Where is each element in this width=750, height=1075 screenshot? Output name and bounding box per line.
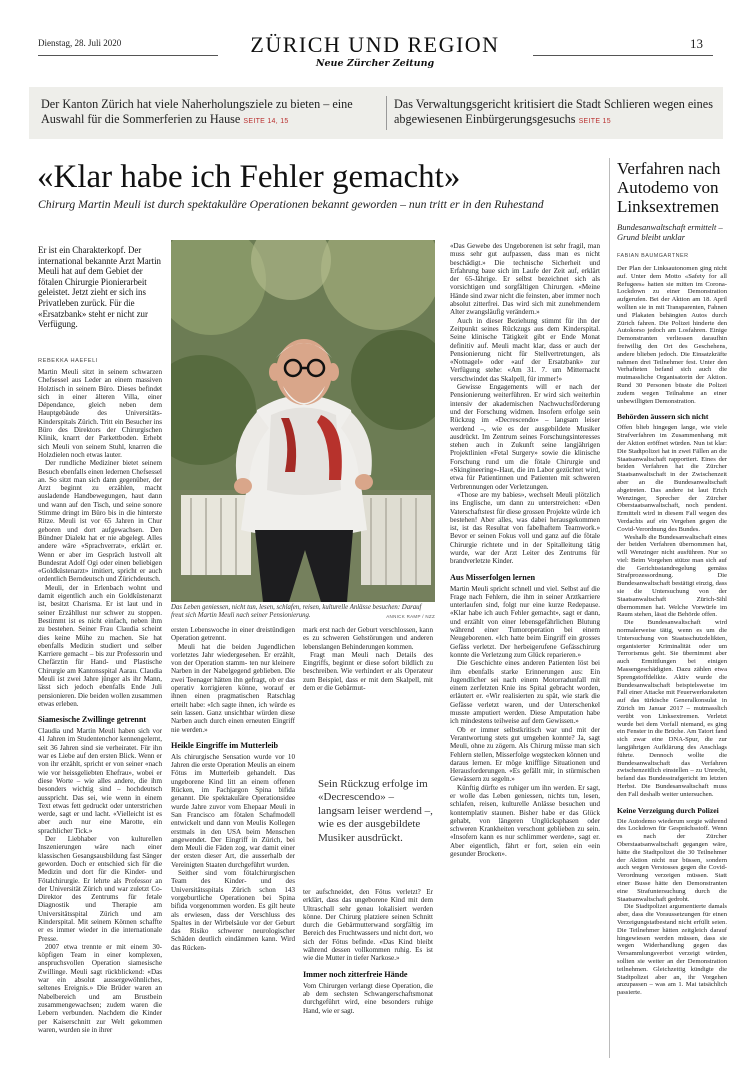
issue-date: Dienstag, 28. Juli 2020 bbox=[38, 38, 122, 48]
subheading: Immer noch zitterfreie Hände bbox=[303, 969, 408, 979]
paragraph: Ob er immer selbstkritisch war und mit der Verantwortung stets gut umgehen konnte? Ja, sagt Meuli, ohne zu zögern. Als Chirurg müsse man sich Fehlern stellen, Misserfolge wegstecken können und daraus lernen. Er möge knifflige Situationen und Herausforderungen. «Es gefällt mir, in stürmischen Gewässern zu segeln.» bbox=[450, 725, 600, 784]
main-headline: «Klar habe ich Fehler gemacht» bbox=[37, 159, 461, 195]
paragraph: Auch in dieser Beziehung stimmt für ihn der Zeitpunkt seines Rückzugs aus dem Kinderspital. Seine klinische Tätigkeit gibt er Ende Monat definitiv auf. Meuli macht klar, dass er auch der Pensionierung nicht für Stellvertretungen, als «Notnagel» oder «auf der Ersatzbank» zur Verfügung stehe: «Am 31. 7. um Mitternacht verschwindet das Skalpell, für immer!» bbox=[450, 316, 600, 383]
teaser-bar bbox=[29, 87, 723, 139]
subheading: Behörden äussern sich nicht bbox=[617, 412, 709, 422]
article-column-2 bbox=[171, 626, 295, 1056]
section-title: ZÜRICH UND REGION bbox=[250, 32, 500, 57]
subheading: Keine Verzeigung durch Polizei bbox=[617, 805, 719, 815]
paragraph: Martin Meuli spricht schnell und viel. Selbst auf die Frage nach Fehlern, die ihm in seiner Arztkarriere unterlaufen sind, folgt nur eine kurze Redepause. «Klar habe ich auch Fehler gemacht», sagt er dann, und erzählt von einer lebensgefährlichen Blutung während einer Tumoroperation bei einem Neugeborenen. «Ich hatte beim Eingriff ein grosses Gefäss verletzt. Der herbeigerufene Gefässchirurg konnte die Verletzung zum Glück reparieren.» bbox=[450, 584, 600, 659]
article-intro: Er ist ein Charakterkopf. Der international bekannte Arzt Martin Meuli hat auf dem Gebiet der fötalen Chirurgie Pionierarbeit geleistet. Jetzt zieht er sich ins Privatleben zurück. Für die «Ersatzbank» steht er nicht zur Verfügung. bbox=[38, 245, 161, 330]
teaser-2[interactable] bbox=[394, 97, 716, 129]
teaser-2-text: Das Verwaltungsgericht kritisiert die Stadt Schlieren wegen eines abgewiesenen Einbürgerungsgesuchs bbox=[394, 97, 713, 126]
paragraph: Gewisse Engagements will er nach der Pensionierung weiterführen. Er wird sich weiterhin intensiv der akademischen Nachwuchsförderung und der Forschung widmen. Insofern erfolge sein Rückzug im «Decrescendo» – langsam leiser werdend –, wie es der ausgebildete Musiker ausdrückt. Im Zentrum seines Forschungsinteresses stehen auch in Zukunft seine langjährigen Projektlinien «Fetal Surgery» sowie die klinische Forschung rund um die fötale Chirurgie und «Skingineering»-Haut, die im Labor gezüchtet wird, etwa für Patientinnen und Patienten mit schweren Verbrennungen oder Verletzungen. bbox=[450, 383, 600, 491]
paragraph: Meuli, der in Erlenbach wohnt und damit eigentlich auch ein Goldküstenarzt ist, besitzt Charisma. Er ist laut und in seiner Erzähllust nur schwer zu stoppen. Bestimmt ist es nicht einfach, neben ihm zu bestehen. Seiner Frau Claudia scheint dies keine Mühe zu machen. Sie hat ebenfalls Medizin studiert und selber Karriere gemacht – bis zur Professorin und Chefärztin für Hand- und Plastische Chirurgie am Kantonsspital Aarau. Claudia Meuli ist zwei Jahre jünger als ihr Mann, lässt sich jedoch ebenfalls Ende Juli pensionieren. Die beiden wollen zusammen etwas erleben. bbox=[38, 583, 162, 708]
side-column-rule bbox=[609, 158, 610, 1058]
teaser-1-text: Der Kanton Zürich hat viele Naherholungsziele zu bieten – eine Auswahl für die Sommerferien zu Hause bbox=[41, 97, 353, 126]
teaser-2-page-ref: SEITE 15 bbox=[578, 118, 611, 125]
paragraph: «Das Gewebe des Ungeborenen ist sehr fragil, man muss sehr gut aufpassen, dass man es nicht beschädigt.» Die technische Sicherheit und Erfahrung baue sich im Laufe der Zeit auf, erklärt der 65-Jährige. Er selbst bezeichnet sich als vorsichtigen und sorgfältigen Chirurgen. «Meine Hände sind zwar nicht die feinsten, aber immer noch absolut zitterfrei. Das wird sich mit zunehmendem Alter zwangsläufig verändern.» bbox=[450, 242, 600, 317]
subheading: Aus Misserfolgen lernen bbox=[450, 572, 536, 582]
paragraph: Claudia und Martin Meuli haben sich vor 41 Jahren im Studentenchor kennengelernt, seit 36 Jahren sind sie verheiratet. Für ihn war es Liebe auf den ersten Blick. Wenn er von ihr erzählt, spricht er von seiner «nach wie vor heissgeliebten Ehefrau», wobei er diese Worte – wie alles andere, die ihm besonders wichtig sind – hochdeutsch ausspricht. Das sei, wie wenn in einem Text etwas fett gedruckt oder unterstrichen werde, sagt er und lacht. «Vielleicht ist es aber auch nur eine Marotte, ein sprachlicher Tick.» bbox=[38, 727, 162, 835]
paragraph: ersten Lebenswoche in einer dreistündigen Operation getrennt. bbox=[171, 626, 295, 643]
newspaper-logo: Neue Zürcher Zeitung bbox=[315, 58, 435, 69]
teaser-divider bbox=[386, 96, 387, 130]
masthead bbox=[0, 0, 750, 90]
paragraph: Vom Chirurgen verlangt diese Operation, die ab dem sechsten Schwangerschaftsmonat durchgeführt wird, eine besonders ruhige Hand, wie er sagt. bbox=[303, 981, 433, 1015]
paragraph: Offen blieb hingegen lange, wie viele Strafverfahren im Zusammenhang mit der Aktion eröffnet würden. Nun ist klar: Die Stadtpolizei hat in zwei Fällen an die Staatsanwaltschaft rapportiert. Eines der beiden Verfahren hat die Zürcher Staatsanwaltschaft in der Zwischenzeit aber an die Bundesanwaltschaft abgetreten. Das andere ist laut Erich Wenzinger, Sprecher der Zürcher Oberstaatsanwaltschaft, noch pendent. Ermittelt wird in diesem Fall wegen des Verdachts auf ein Vergehen gegen die Covid-Verordnung des Bundes. bbox=[617, 424, 727, 533]
paragraph: Martin Meuli sitzt in seinem schwarzen Chefsessel aus Leder an einem massiven Holztisch in seinem Büro. Dieses befindet sich in einer älteren Villa, einer Dépendance, gleich neben dem Hauptgebäude des Universitäts-Kinderspitals Zürich. Tritt ein Besucher ins Büro des Direktors der Chirurgischen Klinik, knarrt der Parkettboden. Erhebt sich Meuli von seinem Stuhl, knarren die Holzdielen noch etwas lauter. bbox=[38, 368, 162, 459]
paragraph: Die Geschichte eines anderen Patienten löst bei ihm ebenfalls starke Erinnerungen aus: Ein Jugendlicher sei nach einem Motorradunfall mit einem zerfetzten Knie ins Spital gebracht worden, erläutert er. «Wir realisierten zu spät, wie stark die Gefässe verletzt waren, und der Unterschenkel musste amputiert werden. Diese Amputation habe ich mindestens teilweise auf dem Gewissen.» bbox=[450, 659, 600, 726]
paragraph: Seither sind vom fötalchirurgischen Team des Kinder- und des Universitätsspitals Zürich schon 143 vorgeburtliche Operationen bei Spina bifida vorgenommen worden. Es gilt heute als erwiesen, dass der Verschluss des Spaltes in der Wirbelsäule vor der Geburt das Risiko schwerer neurologischer Schäden deutlich eindämmen kann. Wird das Rücken- bbox=[171, 869, 295, 952]
paragraph: Die Autodemo wiederum sorgte während des Lockdown für Gesprächsstoff. Wenn es nach der Zürcher Oberstaatsanwaltschaft gegangen wäre, hätte die Stadtpolizei die 30 Teilnehmer der Aktion nicht nur büssen, sondern auch wegen Verstosses gegen die Covid-Verordnung verzeigen müssen. Statt einer Busse hätte den Demonstranten eine Strafuntersuchung durch die Staatsanwaltschaft gedroht. bbox=[617, 817, 727, 903]
paragraph: Die Bundesanwaltschaft wird normalerweise tätig, wenn es um die Untersuchung von Staatsschutzdelikten, organisierter Kriminalität oder um Terrorismus geht. Sie übernimmt aber auch Ermittlungen bei einigen Massengeschädigten. Dazu zählen etwa Sprengstoffdelikte. Aktiv wurde die Bundesanwaltschaft beispielsweise im Fall einer Attacke mit Feuerwerksraketen auf das türkische Generalkonsulat in Zürich im Januar 2017 – mutmasslich verübt von Linksextremen. Verletzt wurde bei dem Vorfall niemand, es ging ein Fenster in die Brüche. Am Tatort fand sich zwar eine DNA-Spur, die zur langjährigen Aufklärung des Anschlags führte. Dennoch wollte die Bundesanwaltschaft das Verfahren zwischenzeitlich einstellen – zu Unrecht, befand das Bundesstrafgericht im letzten Herbst. Die Bundesanwaltschaft muss den Fall deshalb weiter untersuchen. bbox=[617, 619, 727, 798]
photo-illustration bbox=[171, 240, 435, 602]
subheading: Heikle Eingriffe im Mutterleib bbox=[171, 740, 279, 750]
paragraph: 2007 etwa trennte er mit einem 30-köpfigen Team in einer komplexen, anspruchsvollen Operation siamesische Zwillinge. Meuli sagt rückblickend: «Das war ein absolut aussergewöhnliches, seltenes Ereignis.» Die Brüder waren an Nabelbereich und am Brustbein zusammengewachsen; zudem waren die Lebern verbunden. Nachdem die Kinder per Kaiserschnitt zur Welt gekommen waren, wurden sie in ihrer bbox=[38, 942, 162, 1034]
side-headline: Verfahren nach Autodemo von Linksextremen bbox=[617, 159, 721, 216]
paragraph: Als chirurgische Sensation wurde vor 10 Jahren die erste Operation Meulis an einem Fötus im Mutterleib gehandelt. Das ungeborene Kind litt an einem offenen Rücken, im Fachjargon Spina bifida genannt. Die spektakuläre Operationsidee wurde Jahre zuvor vom Ehepaar Meuli in San Francisco am fötalen Schafmodell entwickelt und dann von Meulis Kollegen erstmals in den USA beim Menschen angewendet. Der Eingriff in Zürich, bei dem Meuli die Fäden zog, war damit einer der ersten dieser Art, die ausserhalb der Vereinigten Staaten durchgeführt wurden. bbox=[171, 752, 295, 869]
caption-text: Das Leben geniessen, nicht tun, lesen, schlafen, reisen, kulturelle Anlässe besuchen: Darauf freut sich Martin Meuli nach seiner Pensionierung. bbox=[171, 604, 422, 619]
paragraph: mark erst nach der Geburt verschlossen, kann es zu schweren Gehstörungen und anderen lebenslangen Behinderungen kommen. bbox=[303, 626, 433, 651]
photo-credit: ANNICK RAMP / NZZ bbox=[386, 614, 435, 619]
pull-quote: Sein Rückzug erfolge im «Decrescendo» – langsam leiser werdend –, wie es der ausgebildete Musiker ausdrückt. bbox=[318, 778, 433, 844]
paragraph: Die Stadtpolizei argumentierte damals aber, dass die Voraussetzungen für einen Verzeigungstatbestand nicht erfüllt seien. Die Teilnehmer hätten zeitgleich darauf hingewiesen werden müssen, dass sie wegen Widerhandlung gegen das Versammlungsverbot verzeigt würden, sollten sie weiter an der Demonstration teilnehmen. Gleichzeitig kündigte die Stadtpolizei aber an, ihr Vorgehen anzupassen – was am 1. Mai tatsächlich passierte. bbox=[617, 903, 727, 997]
paragraph: Meuli hat die beiden Jugendlichen vorletztes Jahr wiedergesehen. Er erzählt, von der Operation stamm- ten nur kleinere Narben in der Nabelgegend geblieben. Die zwei Teenager hätten ihn gefragt, ob er das operativ korrigieren könne, worauf er ihnen einen pragmatischen Ratschlag erteilt habe: «Ich sagte ihnen, ich würde es sein lassen. Ganz unsichtbar würden diese Narben auch durch einen erneuten Eingriff nie werden.» bbox=[171, 642, 295, 734]
teaser-1-page-ref: SEITE 14, 15 bbox=[243, 118, 289, 125]
side-column bbox=[617, 265, 727, 1065]
paragraph: ter aufschneidet, den Fötus verletzt? Er erklärt, dass das ungeborene Kind mit dem Ultraschall sehr genau lokalisiert werden könne. Der Chirurg platziere seinen Schnitt durch die Gebärmutterwand sorgfältig im Bereich des Fruchtwassers und nicht dort, wo sich der Fötus befinde. «Das Kind bleibt während dessen vollkommen ruhig. Es ist wie die Mutter in tiefer Narkose.» bbox=[303, 888, 433, 963]
article-author: REBEKKA HAEFELI bbox=[38, 358, 98, 364]
article-column-4 bbox=[450, 242, 600, 1057]
paragraph: Der Liebhaber von kulturellen Inszenierungen wäre nach einer klassischen Gesangsausbildung fast Sänger geworden. Doch er entschied sich für die Medizin und dort für die Kinder- und Fötalchirurgie. Er lehrte als Professor an der Universität Zürich und war zuletzt Co-Direktor des Zentrums für fetale Diagnostik und Therapie am Universitätsspital Zürich und am Kinderspital. Mit seinem Können schaffte er es immer wieder in die internationale Presse. bbox=[38, 835, 162, 943]
subheading: Siamesische Zwillinge getrennt bbox=[38, 715, 147, 725]
masthead-rule-right bbox=[533, 55, 713, 56]
main-subhead: Chirurg Martin Meuli ist durch spektakuläre Operationen bekannt geworden – nun tritt er in den Ruhestand bbox=[38, 198, 544, 211]
paragraph: «Those are my babies», wechselt Meuli plötzlich ins Englische, um dann zu unterstreichen: «Den Vaterschaftstest für diese grossen Projekte würde ich bestehen! Aber alles, was dabei herausgekommen ist, ist das Resultat von fabelhaftem Teamwork.» Bevor er seinen Fokus voll und ganz auf die fötale Chirurgie richtete und in der Spitalleitung tätig wurde, war der Arzt Leiter des Zentrums für brandverletzte Kinder. bbox=[450, 490, 600, 566]
article-column-3 bbox=[303, 626, 433, 704]
article-column-3b bbox=[303, 888, 433, 1058]
photo-caption bbox=[171, 604, 435, 621]
article-photo bbox=[171, 240, 435, 602]
paragraph: Der Plan der Linksautonomen ging nicht auf. Unter dem Motto «Safety for all Refugees» hatten sie mitten im Corona-Lockdown zu einer Demonstration aufgerufen. Bei der Aktion am 18. April wollten sie in mit Transparenten, Fahnen und Plakaten behängten Autos durch Zürich fahren. Die Polizei hinderte den Autokorso jedoch am Losfahren. Einige Demonstranten verliessen daraufhin freiwillig den Ort des Geschehens, andere blieben jedoch. Die Einsatzkräfte nahmen drei Teilnehmer fest. Unter den Verhafteten befand sich auch die mutmassliche Organisatorin der Aktion. Rund 30 Personen büsste die Polizei zudem wegen Teilnahme an einer unbewilligten Demonstration. bbox=[617, 265, 727, 405]
article-column-1 bbox=[38, 368, 162, 1048]
paragraph: Künftig dürfte es ruhiger um ihn werden. Er sagt, er wolle das Leben geniessen, nichts tun, lesen, schlafen, reisen, kulturelle Anlässe besuchen und kontemplativ staunen. Bisher habe er das Glück gehabt, von längeren Unglücksphasen oder schweren Krankheiten verschont geblieben zu sein. «Insofern kann es nur schlimmer werden», sagt er. Aber eigentlich, fährt er fort, seien ein «ein gesunder Brocken». bbox=[450, 783, 600, 859]
paragraph: Fragt man Meuli nach Details des Eingriffs, beginnt er diese sofort bildlich zu beschreiben. Wie verhindert er als Operateur zum Beispiel, dass er mit dem Skalpell, mit dem er die Gebärmut- bbox=[303, 650, 433, 693]
paragraph: Der rundliche Mediziner bietet seinem Besuch ebenfalls einen ledernen Chefsessel an. So sitzt man sich dann gegenüber, der Arzt beginnt zu erzählen, macht ausladende Handbewegungen, haut dann und wann auf den Tisch, und seine sonore Stimme dringt im Büro bis in die hinterste Ritze. Meuli ist vor 65 Jahren in Chur geboren und dort aufgewachsen. Den Bündner Dialekt hat er nie abgelegt. Alles andere wäre «Sprachverrat», erklärt er. Wenn er aber im Gespräch lustvoll alt Bundesrat Adolf Ogi oder einen beliebigen «Goldküstenarzt» imitiert, spricht er auch ordentlich Berndeutsch und Zürichdeutsch. bbox=[38, 459, 162, 584]
paragraph: Weshalb die Bundesanwaltschaft eines der beiden Verfahren übernommen hat, will Wenzinger nicht ausführen. Nur so viel: Beim Vorgehen stütze man sich auf die Gerichtsstandregelung gemäss Strafprozessordnung. Die Bundesanwaltschaft bestätigt einzig, dass sie die Untersuchung von der Staatsanwaltschaft Zürich-Sihl übernommen hat. Welche Vorwürfe im Raum stehen, lässt die Behörde offen. bbox=[617, 533, 727, 619]
masthead-rule-left bbox=[38, 55, 218, 56]
teaser-1[interactable] bbox=[41, 97, 381, 129]
side-author: FABIAN BAUMGARTNER bbox=[617, 253, 689, 259]
side-subhead: Bundesanwaltschaft ermittelt – Grund bleibt unklar bbox=[617, 222, 723, 243]
page-number: 13 bbox=[690, 36, 703, 51]
